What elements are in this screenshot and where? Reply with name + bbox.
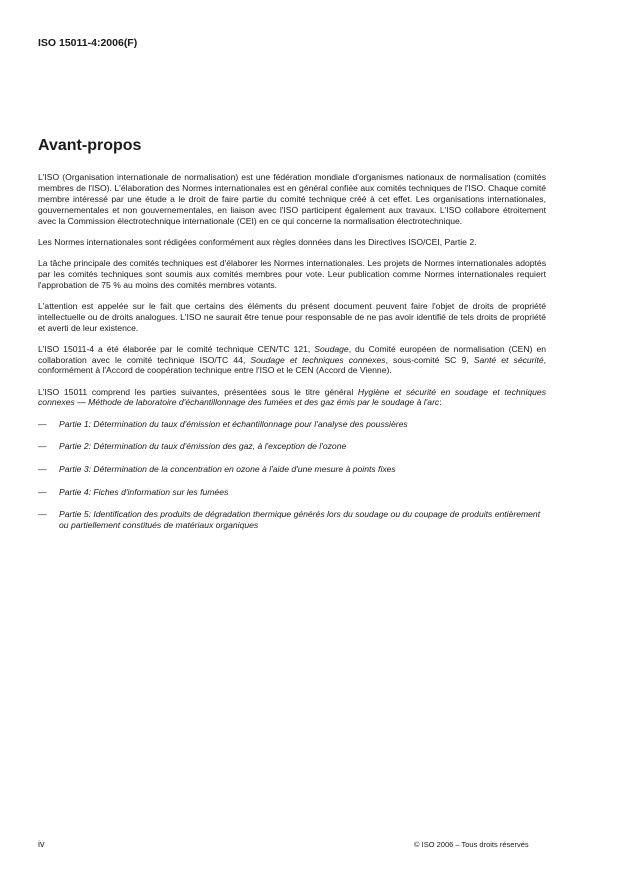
paragraph-parts-intro bbox=[38, 387, 546, 409]
list-item bbox=[38, 419, 546, 430]
foreword-body bbox=[38, 172, 546, 543]
text-span: L'ISO 15011-4 a été élaborée par le comité technique CEN/TC 121, bbox=[38, 343, 315, 354]
part-text: Partie 1: Détermination du taux d'émission et échantillonnage pour l'analyse des poussières bbox=[59, 418, 408, 429]
paragraph-iso-intro: L'ISO (Organisation internationale de normalisation) est une fédération mondiale d'organismes nationaux de normalisation (comités membres de l'ISO). L'élaboration des Normes internationales est en général confiée aux comités techniques de l'ISO. Chaque comité membre intéressé par une étude a le droit de faire partie du comité technique créé à cet effet. Les organisations internationales, gouvernementales et non gouvernementales, en liaison avec l'ISO participent également aux travaux. L'ISO collabore étroitement avec la Commission électrotechnique internationale (CEI) en ce qui concerne la normalisation électrotechnique. bbox=[38, 172, 546, 226]
text-span: , sous-comité SC 9, bbox=[385, 354, 474, 365]
section-title: Avant-propos bbox=[38, 137, 142, 154]
part-text: Partie 5: Identification des produits de dégradation thermique générés lors du soudage ou du coupage de produits entièrement ou partiellement constitués de matériaux organiques bbox=[59, 509, 541, 531]
general-title-italic: Hygiène et sécurité en soudage et techniques connexes — Méthode de laboratoire d'échantillonnage des fumées et des gaz émis par le soudage à l'arc bbox=[38, 386, 546, 408]
paragraph-technical-committees: La tâche principale des comités techniques est d'élaborer les Normes internationales. Les projets de Normes internationales adoptés par les comités techniques sont soumis aux comités membres pour vote. Leur publication comme Normes internationales requiert l'approbation de 75 % au moins des comités membres votants. bbox=[38, 257, 546, 290]
parts-list bbox=[38, 419, 546, 532]
dash-bullet: — bbox=[38, 486, 47, 497]
text-span: L'ISO 15011 comprend les parties suivantes, présentées sous le titre général bbox=[38, 386, 358, 397]
page-number: iv bbox=[38, 839, 45, 849]
dash-bullet: — bbox=[38, 418, 47, 429]
paragraph-patent-rights: L'attention est appelée sur le fait que certains des éléments du présent document peuvent faire l'objet de droits de propriété intellectuelle ou de droits analogues. L'ISO ne saurait être tenue pour responsable de ne pas avoir identifié de tels droits de propriété et averti de leur existence. bbox=[38, 300, 546, 333]
dash-bullet: — bbox=[38, 441, 47, 452]
list-item bbox=[38, 464, 546, 475]
document-id-header: ISO 15011-4:2006(F) bbox=[38, 37, 138, 49]
dash-bullet: — bbox=[38, 463, 47, 474]
text-span: : bbox=[439, 397, 442, 408]
subcommittee-name-italic: Santé et sécurité bbox=[473, 354, 544, 365]
committee-name-italic: Soudage bbox=[314, 343, 349, 354]
copyright-notice: © ISO 2006 – Tous droits réservés bbox=[414, 840, 529, 849]
list-item bbox=[38, 509, 546, 531]
list-item bbox=[38, 441, 546, 452]
committee-name-italic: Soudage et techniques connexes bbox=[250, 354, 386, 365]
list-item bbox=[38, 487, 546, 498]
paragraph-preparation bbox=[38, 344, 546, 377]
text-span: , conformément à l'Accord de coopération technique entre l'ISO et le CEN (Accord de Vienne). bbox=[38, 354, 547, 376]
paragraph-directives: Les Normes internationales sont rédigées conformément aux règles données dans les Directives ISO/CEI, Partie 2. bbox=[38, 236, 477, 247]
text-span: , du Comité européen de normalisation (CEN) en collaboration avec le comité technique ISO/TC 44, bbox=[38, 343, 547, 365]
dash-bullet: — bbox=[38, 509, 47, 520]
part-text: Partie 3: Détermination de la concentration en ozone à l'aide d'une mesure à points fixes bbox=[59, 463, 396, 474]
part-text: Partie 2: Détermination du taux d'émission des gaz, à l'exception de l'ozone bbox=[59, 441, 347, 452]
part-text: Partie 4: Fiches d'information sur les fumées bbox=[59, 486, 229, 497]
